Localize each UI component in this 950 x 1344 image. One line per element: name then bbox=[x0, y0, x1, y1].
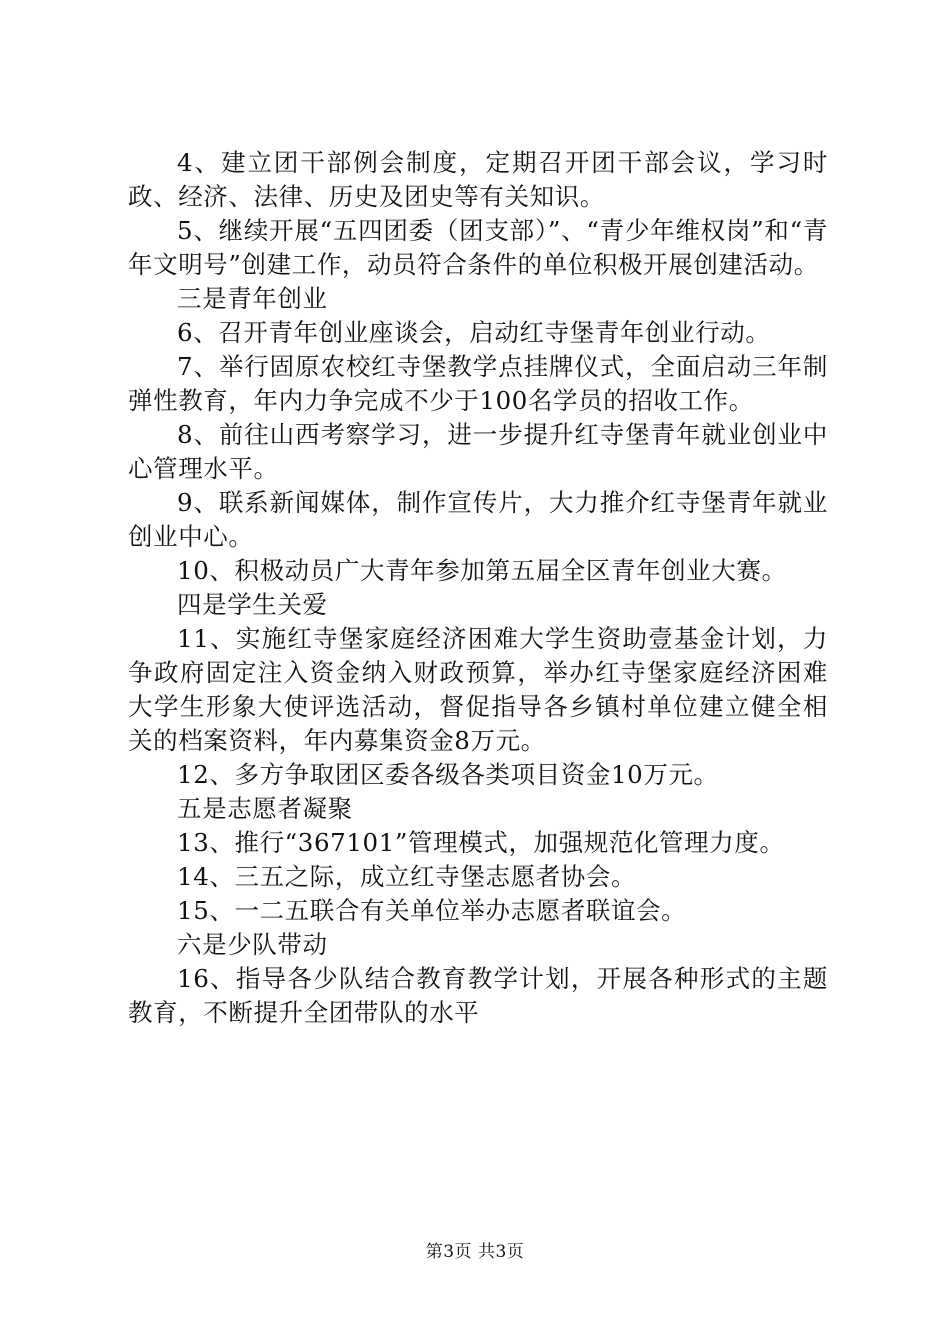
section-heading-youth-entrepreneurship: 三是青年创业 bbox=[177, 284, 328, 313]
page-number-footer: 第3页 共3页 bbox=[425, 1242, 525, 1262]
section-heading-volunteers: 五是志愿者凝聚 bbox=[177, 794, 353, 823]
paragraph-item-9: 9、联系新闻媒体，制作宣传片，大力推介红寺堡青年就业创业中心。 bbox=[128, 488, 828, 551]
paragraph-item-11: 11、实施红寺堡家庭经济困难大学生资助壹基金计划，力争政府固定注入资金纳入财政预算，举办红寺堡家庭经济困难大学生形象大使评选活动，督促指导各乡镇村单位建立健全相关的档案资料，年内募集资金8万元。 bbox=[128, 624, 828, 755]
paragraph-item-5: 5、继续开展“五四团委（团支部）”、“青少年维权岗”和“青年文明号”创建工作，动员符合条件的单位积极开展创建活动。 bbox=[128, 216, 828, 279]
paragraph-item-7: 7、举行固原农校红寺堡教学点挂牌仪式，全面启动三年制弹性教育，年内力争完成不少于100名学员的招收工作。 bbox=[128, 352, 828, 415]
section-heading-student-care: 四是学生关爱 bbox=[177, 590, 328, 619]
paragraph-item-16: 16、指导各少队结合教育教学计划，开展各种形式的主题教育，不断提升全团带队的水平 bbox=[128, 964, 828, 1027]
paragraph-item-10: 10、积极动员广大青年参加第五届全区青年创业大赛。 bbox=[177, 556, 787, 585]
section-heading-young-pioneers: 六是少队带动 bbox=[177, 930, 328, 959]
paragraph-item-15: 15、一二五联合有关单位举办志愿者联谊会。 bbox=[177, 896, 687, 925]
paragraph-item-13: 13、推行“367101”管理模式，加强规范化管理力度。 bbox=[177, 828, 785, 857]
paragraph-item-4: 4、建立团干部例会制度，定期召开团干部会议，学习时政、经济、法律、历史及团史等有关知识。 bbox=[128, 148, 828, 211]
paragraph-item-8: 8、前往山西考察学习，进一步提升红寺堡青年就业创业中心管理水平。 bbox=[128, 420, 828, 483]
paragraph-item-12: 12、多方争取团区委各级各类项目资金10万元。 bbox=[177, 760, 719, 789]
paragraph-item-6: 6、召开青年创业座谈会，启动红寺堡青年创业行动。 bbox=[177, 318, 771, 347]
document-body bbox=[128, 146, 828, 1030]
paragraph-item-14: 14、三五之际，成立红寺堡志愿者协会。 bbox=[177, 862, 637, 891]
